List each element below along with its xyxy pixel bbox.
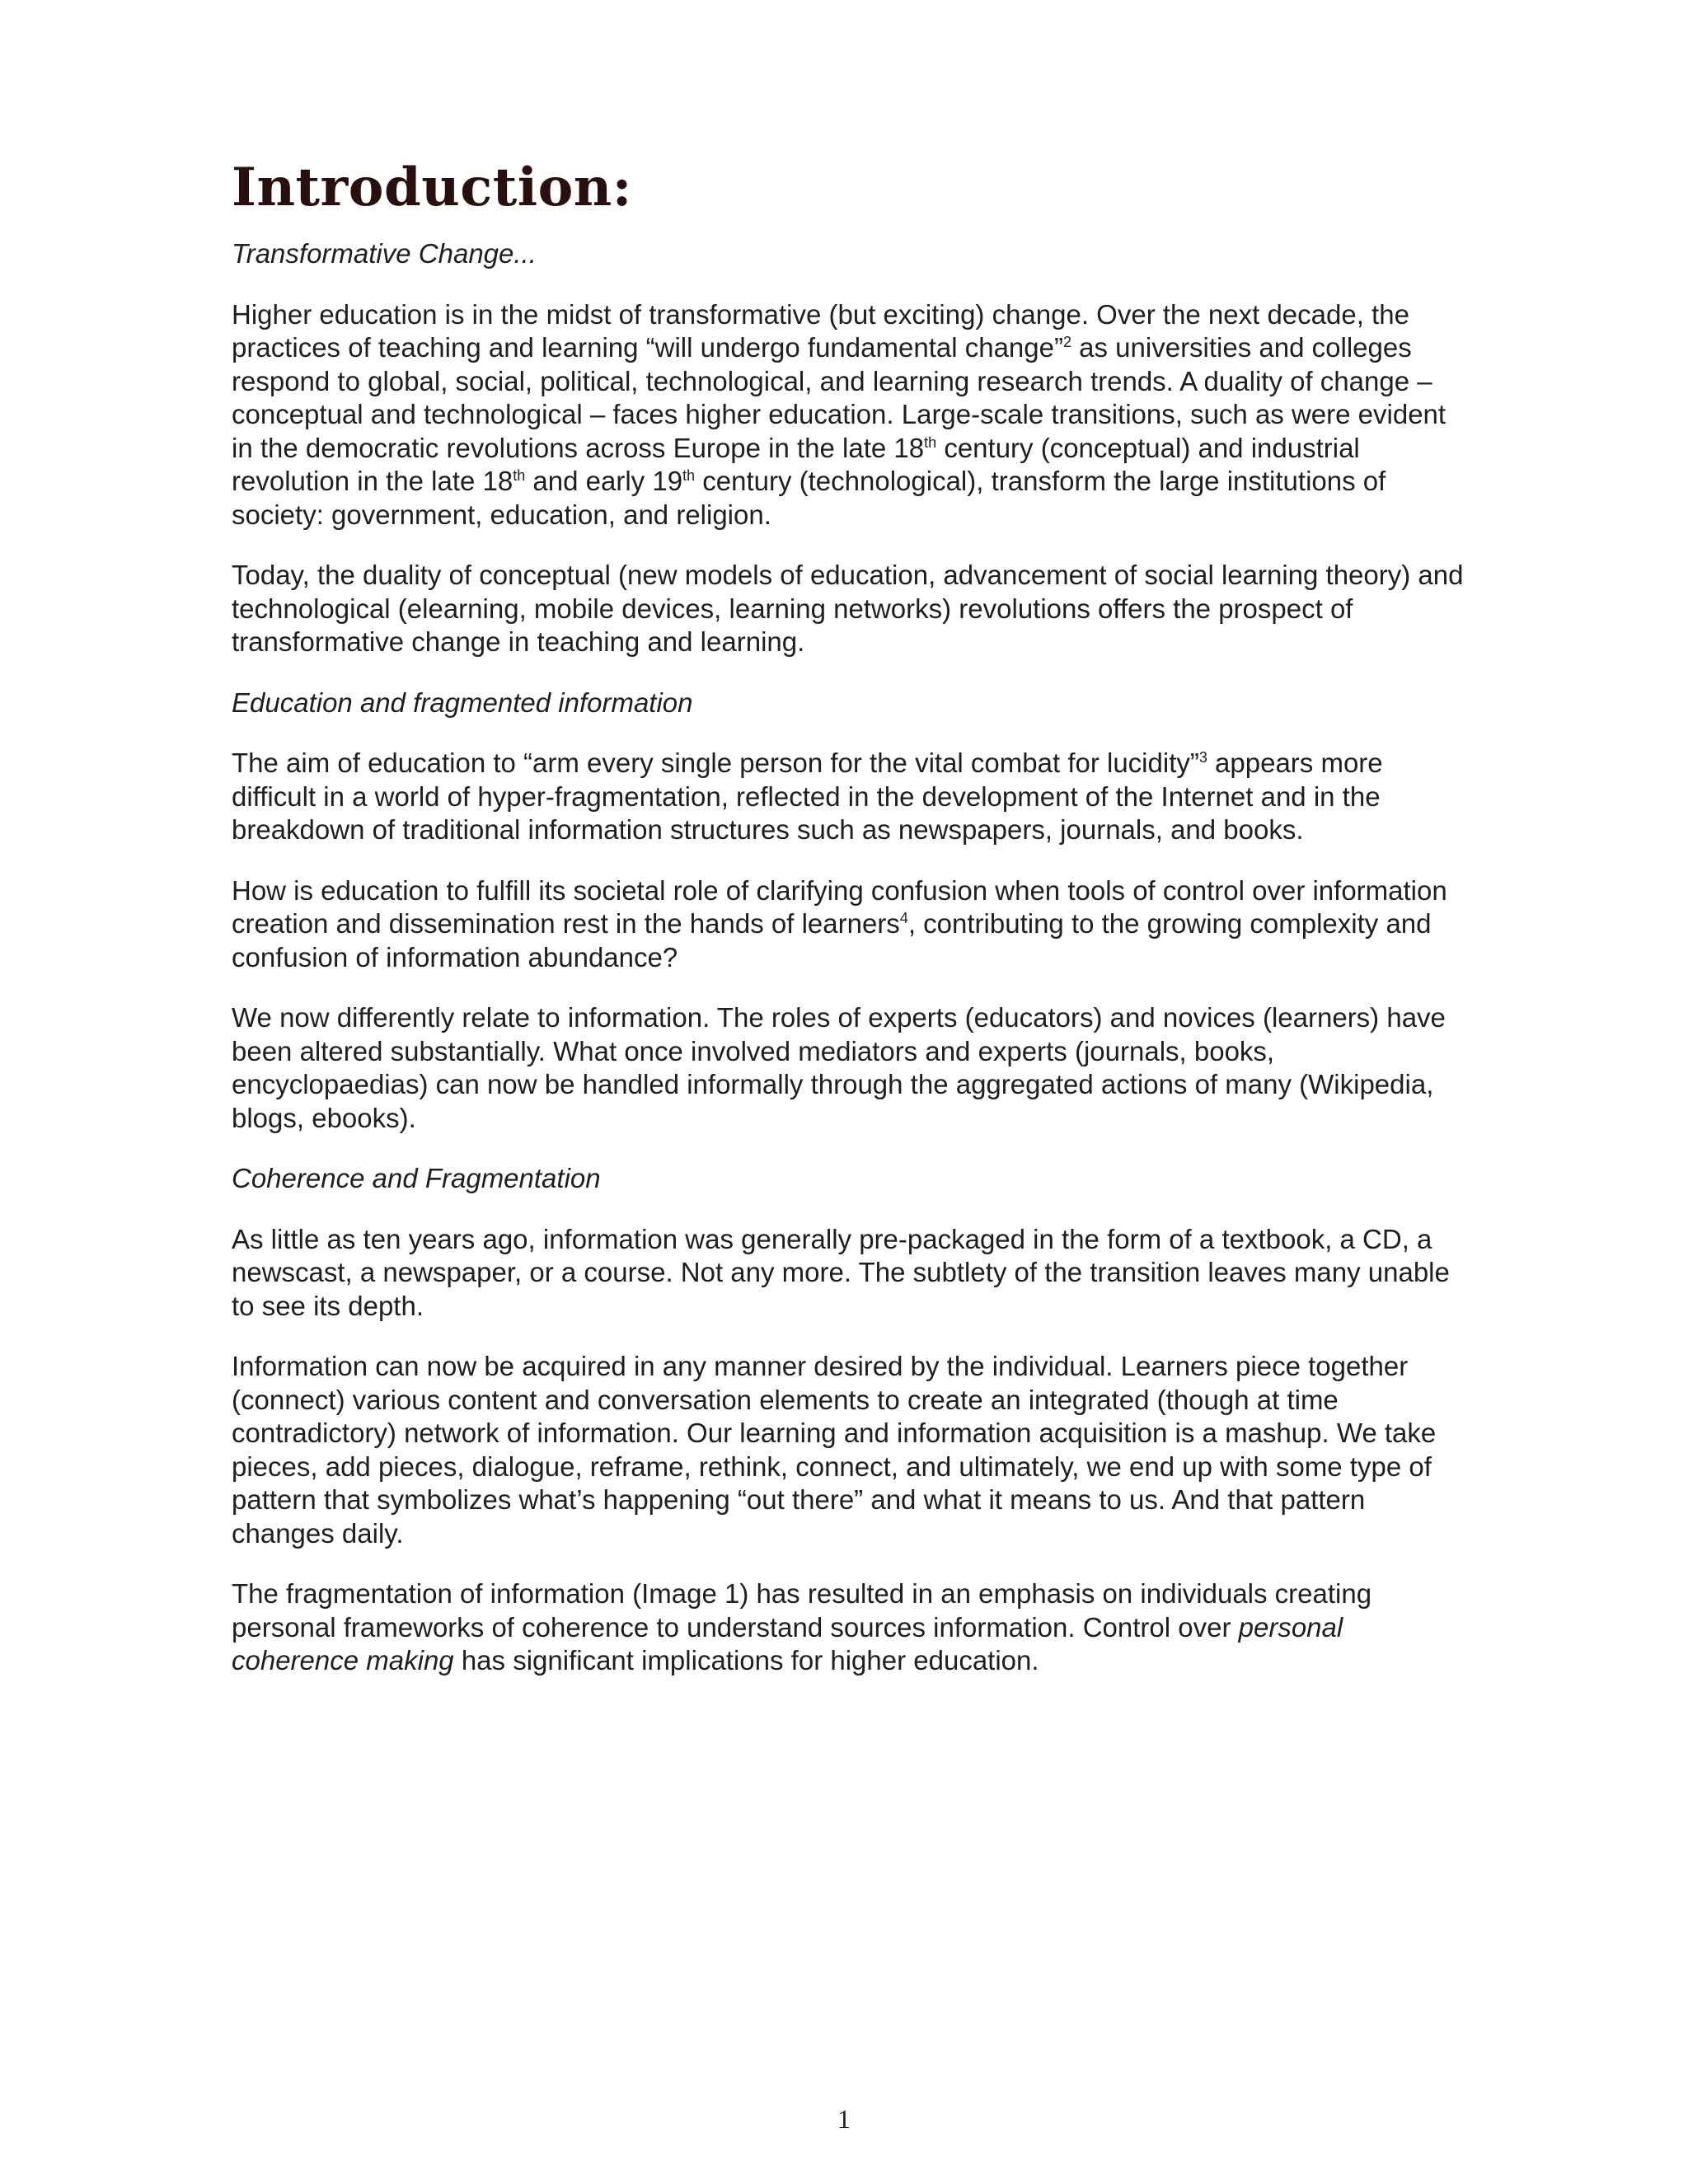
text-run: century (conceptual) and industrial revolution in the late 18	[232, 432, 1360, 496]
text-run: The fragmentation of information (Image 1) has resulted in an emphasis on individuals creating personal frameworks of coherence to understand sources information. Control over	[232, 1578, 1372, 1643]
superscript-th: th	[924, 434, 937, 451]
paragraph-aim-of-education	[232, 747, 1468, 847]
page-number: 1	[837, 2104, 851, 2134]
paragraph-societal-role	[232, 874, 1468, 975]
superscript-th: th	[513, 467, 526, 484]
text-run: appears more difficult in a world of hyper-fragmentation, reflected in the development of the Internet and in the breakdown of traditional information structures such as newspapers, journals, and books.	[232, 748, 1383, 845]
paragraph-duality: Today, the duality of conceptual (new models of education, advancement of social learning theory) and technological (elearning, mobile devices, learning networks) revolutions offers the prospect of transformative change in teaching and learning.	[232, 560, 1464, 657]
text-run: and early 19	[525, 466, 683, 496]
section-heading-transformative-change: Transformative Change...	[232, 238, 537, 269]
paragraph-ten-years-ago: As little as ten years ago, information was generally pre-packaged in the form of a textbook, a CD, a newscast, a newspaper, or a course. Not any more. The subtlety of the transition leaves many unable to see its depth.	[232, 1223, 1450, 1321]
superscript-th: th	[682, 467, 696, 484]
paragraph-fragmentation	[232, 1577, 1468, 1678]
footnote-ref-4[interactable]: 4	[899, 910, 908, 926]
text-run: , contributing to the growing complexity and confusion of information abundance?	[232, 908, 1432, 972]
document-body	[232, 155, 1468, 1705]
footnote-ref-2[interactable]: 2	[1062, 334, 1071, 350]
section-heading-fragmented-information: Education and fragmented information	[232, 687, 693, 718]
section-heading-coherence-fragmentation: Coherence and Fragmentation	[232, 1163, 601, 1193]
text-run: How is education to fulfill its societal role of clarifying confusion when tools of control over information creation and dissemination rest in the hands of learners	[232, 874, 1447, 939]
emphasis-personal-coherence: personal coherence making	[232, 1611, 1343, 1675]
text-run: The aim of education to “arm every single person for the vital combat for lucidity”	[232, 748, 1199, 778]
text-run: has significant implications for higher education.	[453, 1645, 1039, 1675]
text-run: Higher education is in the midst of transformative (but exciting) change. Over the next decade, the practices of teaching and learning “will undergo fundamental change”	[232, 298, 1409, 363]
page-title: Introduction:	[232, 157, 632, 218]
paragraph-relate-to-information: We now differently relate to information. The roles of experts (educators) and novices (learners) have been altered substantially. What once involved mediators and experts (journals, books, encyclopaedias) can now be handled informally through the aggregated actions of many (Wikipedia, blogs, ebooks).	[232, 1002, 1446, 1133]
footnote-ref-3[interactable]: 3	[1198, 749, 1207, 766]
text-run: century (technological), transform the large institutions of society: government, education, and religion.	[232, 466, 1386, 530]
paragraph-higher-education	[232, 298, 1468, 532]
text-run: as universities and colleges respond to global, social, political, technological, and learning research trends. A duality of change – conceptual and technological – faces higher education. Large-scale transitions, such as were evident in the democratic revolutions across Europe in the late 18	[232, 332, 1447, 463]
paragraph-information-acquired: Information can now be acquired in any manner desired by the individual. Learners piece together (connect) various content and conversation elements to create an integrated (though at time contradictory) network of information. Our learning and information acquisition is a mashup. We take pieces, add pieces, dialogue, reframe, rethink, connect, and ultimately, we end up with some type of pattern that symbolizes what’s happening “out there” and what it means to us. And that pattern changes daily.	[232, 1351, 1437, 1549]
